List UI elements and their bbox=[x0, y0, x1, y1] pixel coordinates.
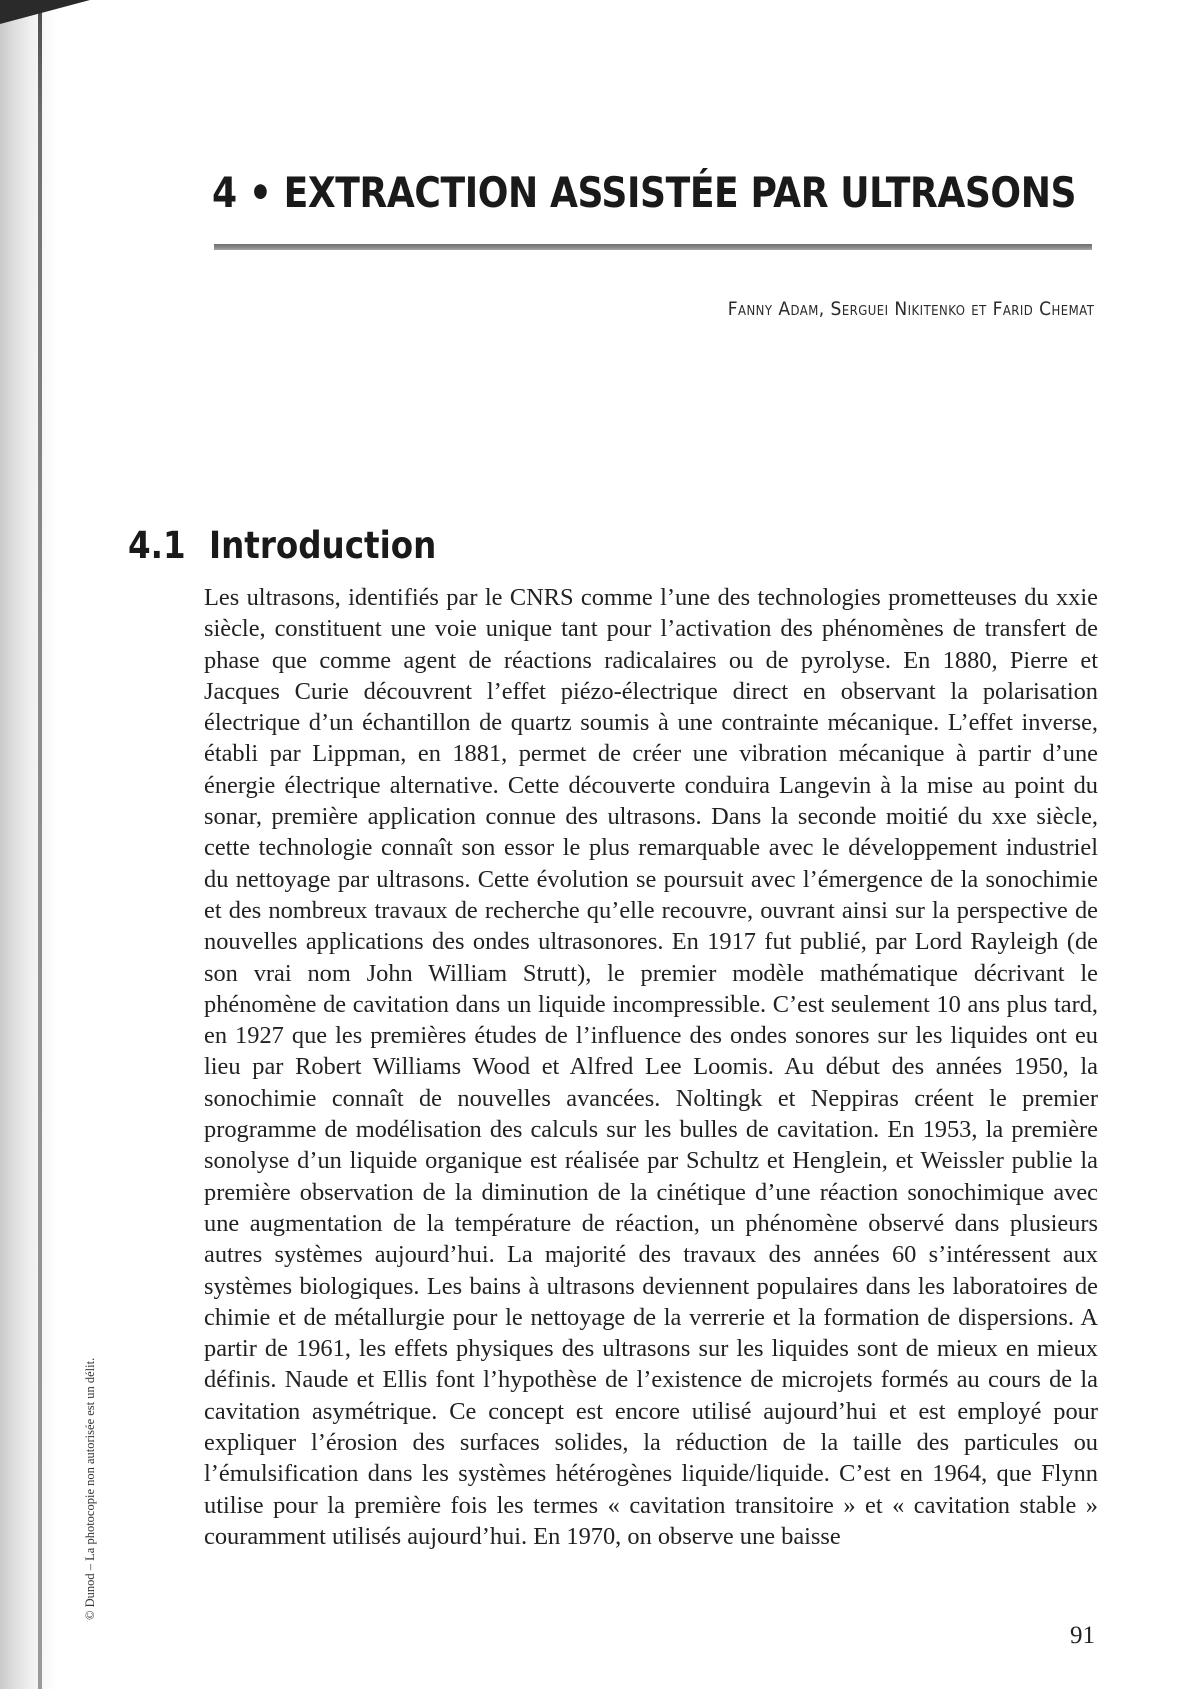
chapter-title-rule bbox=[214, 244, 1092, 250]
section-number: 4.1 bbox=[128, 524, 186, 567]
binding-gutter-line bbox=[38, 0, 42, 1689]
body-paragraph: Les ultrasons, identifiés par le CNRS comme l’une des technologies prometteuses du xxie siècle, constituent une voie unique tant pour l’activation des phénomènes de transfert de phase que comme agent de réactions radicalaires ou de pyrolyse. En 1880, Pierre et Jacques Curie découvrent l’effet piézo-électrique direct en observant la polarisation électrique d’un échantillon de quartz soumis à une contrainte mécanique. L’effet inverse, établi par Lippman, en 1881, permet de créer une vibration mécanique à partir d’une énergie électrique alternative. Cette découverte conduira Langevin à la mise au point du sonar, première application connue des ultrasons. Dans la seconde moitié du xxe siècle, cette technologie connaît son essor le plus remarquable avec le développement industriel du nettoyage par ultrasons. Cette évolution se poursuit avec l’émergence de la sonochimie et des nombreux travaux de recherche qu’elle recouvre, ouvrant ainsi sur la perspective de nouvelles applications des ondes ultrasonores. En 1917 fut publié, par Lord Rayleigh (de son vrai nom John William Strutt), le premier modèle mathématique décrivant le phénomène de cavitation dans un liquide incompressible. C’est seulement 10 ans plus tard, en 1927 que les premières études de l’influence des ondes sonores sur les liquides ont eu lieu par Robert Williams Wood et Alfred Lee Loomis. Au début des années 1950, la sonochimie connaît de nouvelles avancées. Noltingk et Neppiras créent le premier programme de modélisation des calculs sur les bulles de cavitation. En 1953, la première sonolyse d’un liquide organique est réalisée par Schultz et Henglein, et Weissler publie la première observation de la diminution de la cinétique d’une réaction sonochimique avec une augmentation de la température de réaction, un phénomène observé dans plusieurs autres systèmes aujourd’hui. La majorité des travaux des années 60 s’intéressent aux systèmes biologiques. Les bains à ultrasons deviennent populaires dans les laboratoires de chimie et de métallurgie pour le nettoyage de la verrerie et la formation de dispersions. A partir de 1961, les effets physiques des ultrasons sur les liquides sont de mieux en mieux définis. Naude et Ellis font l’hypothèse de l’existence de microjets formés au cours de la cavitation asymétrique. Ce concept est encore utilisé aujourd’hui et est employé pour expliquer l’érosion des surfaces solides, la réduction de la taille des particules ou l’émulsification dans les systèmes hétérogènes liquide/liquide. C’est en 1964, que Flynn utilise pour la première fois les termes « cavitation transitoire » et « cavitation stable » couramment utilisés aujourd’hui. En 1970, on observe une baisse bbox=[204, 584, 1098, 1550]
scan-corner-mark bbox=[0, 0, 90, 24]
page-number: 91 bbox=[1070, 1622, 1095, 1649]
chapter-title: 4 • EXTRACTION ASSISTÉE PAR ULTRASONS bbox=[212, 168, 1077, 217]
section-heading bbox=[128, 524, 436, 567]
binding-edge-shadow bbox=[0, 0, 56, 1689]
chapter-authors: Fanny Adam, Serguei Nikitenko et Farid Chemat bbox=[727, 298, 1094, 320]
section-title: Introduction bbox=[208, 524, 437, 567]
copyright-notice: © Dunod – La photocopie non autorisée est un délit. bbox=[83, 1357, 97, 1620]
